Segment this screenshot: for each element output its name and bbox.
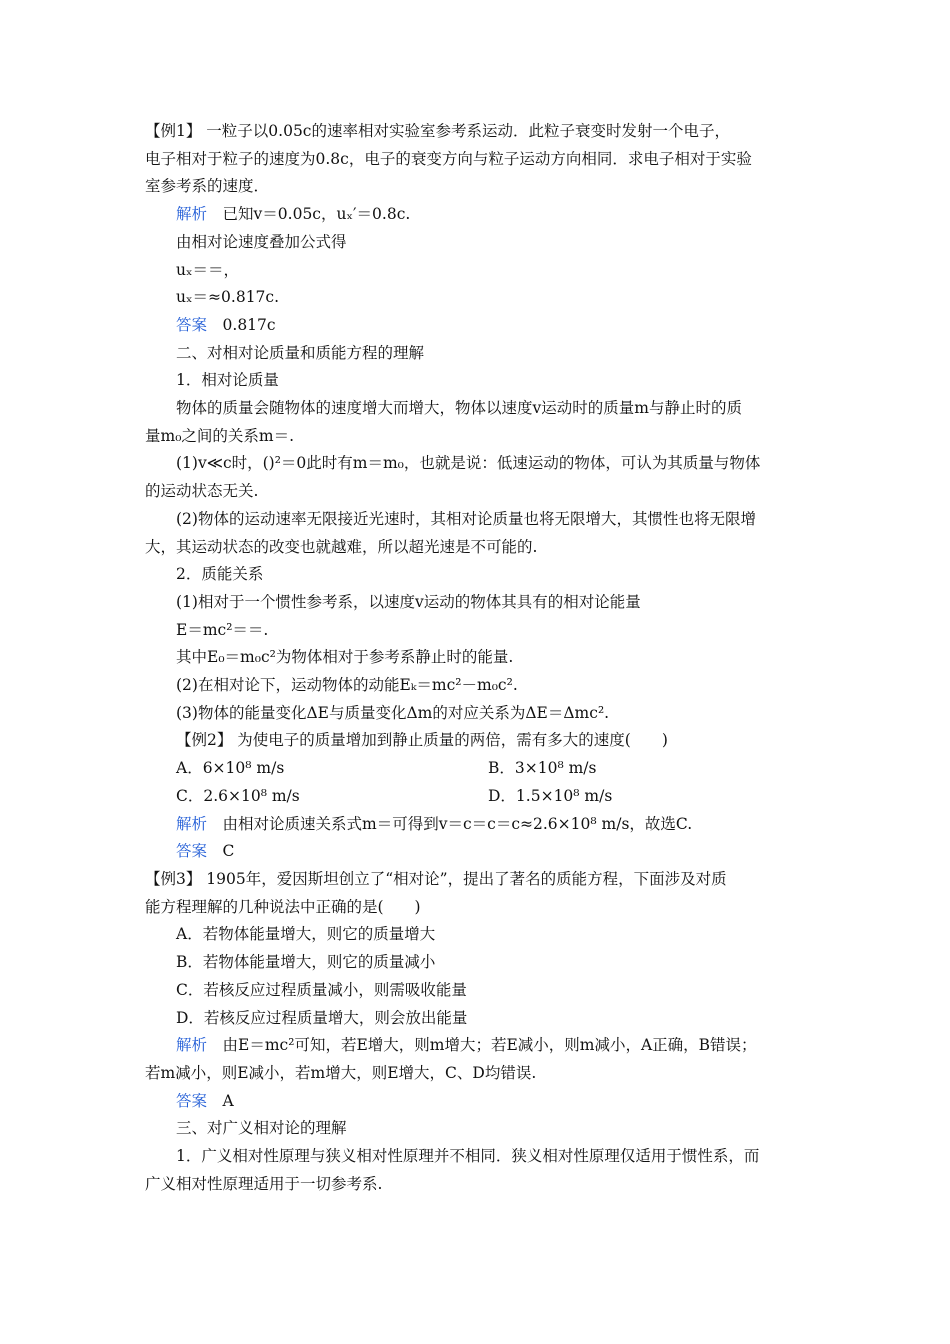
line-text: 0.817c (222, 315, 276, 334)
line-text: (1)v≪c时，()²＝0此时有m＝m₀，也就是说：低速运动的物体，可认为其质量与物体 (176, 454, 761, 473)
line-text: 1．广义相对性原理与狭义相对性原理并不相同．狭义相对性原理仅适用于惯性系，而 (176, 1147, 760, 1166)
line-text: 量m₀之间的关系m＝. (145, 426, 295, 445)
section-label: 答案 (176, 315, 208, 334)
line-text: 物体的质量会随物体的速度增大而增大，物体以速度v运动时的质量m与静止时的质 (176, 399, 742, 418)
option: B．3×10⁸ m/s (488, 759, 597, 778)
text-line (145, 118, 807, 146)
line-text: 广义相对性原理适用于一切参考系. (145, 1174, 383, 1193)
section-label: 解析 (176, 205, 208, 224)
text-line (145, 672, 807, 700)
text-line (145, 1143, 807, 1171)
line-text: 由相对论速度叠加公式得 (176, 232, 347, 251)
line-text: uₓ＝＝， (176, 260, 240, 279)
text-line (145, 921, 807, 949)
text-line (145, 340, 807, 368)
option-row (145, 783, 807, 811)
text-line (145, 1115, 807, 1143)
line-text: 【例2】 为使电子的质量增加到静止质量的两倍，需有多大的速度( ) (176, 731, 668, 750)
line-text: 【例1】 一粒子以0.05c的速率相对实验室参考系运动．此粒子衰变时发射一个电子， (145, 122, 730, 140)
line-text: (1)相对于一个惯性参考系，以速度v运动的物体其具有的相对论能量 (176, 592, 641, 611)
text-line (145, 1060, 807, 1088)
line-text: 其中E₀＝m₀c²为物体相对于参考系静止时的能量. (176, 648, 514, 667)
line-text: 由相对论质速关系式m＝可得到v＝c＝c＝c≈2.6×10⁸ m/s，故选C. (222, 814, 693, 833)
option: D．1.5×10⁸ m/s (488, 786, 613, 805)
option: A．6×10⁸ m/s (176, 759, 285, 778)
text-line (145, 811, 807, 839)
line-text: C (222, 842, 235, 861)
line-text: (2)物体的运动速率无限接近光速时，其相对论质量也将无限增大，其惯性也将无限增 (176, 509, 756, 528)
document-content (145, 118, 807, 1198)
text-line (145, 478, 807, 506)
section-label: 答案 (176, 1091, 208, 1110)
text-line (145, 534, 807, 562)
line-text: 2．质能关系 (176, 565, 264, 584)
line-text: (2)在相对论下，运动物体的动能Eₖ＝mc²－m₀c². (176, 676, 518, 695)
line-text: 由E＝mc²可知，若E增大，则m增大；若E减小，则m减小，A正确，B错误； (222, 1036, 757, 1055)
text-line (145, 395, 807, 423)
text-line (145, 146, 807, 174)
text-line (145, 312, 807, 340)
line-text: 若m减小，则E减小，若m增大，则E增大，C、D均错误. (145, 1063, 537, 1082)
line-text: D．若核反应过程质量增大，则会放出能量 (176, 1008, 468, 1027)
line-text: uₓ＝≈0.817c. (176, 288, 280, 307)
line-text: 二、对相对论质量和质能方程的理解 (176, 343, 425, 362)
text-line (145, 866, 807, 894)
option-row (145, 755, 807, 783)
text-line (145, 838, 807, 866)
text-line (145, 1171, 807, 1199)
line-text: 能方程理解的几种说法中正确的是( ) (145, 897, 421, 916)
text-line (145, 367, 807, 395)
line-text: 三、对广义相对论的理解 (176, 1119, 347, 1138)
line-text: 大，其运动状态的改变也就越难，所以超光速是不可能的. (145, 537, 538, 556)
text-line (145, 229, 807, 257)
line-text: 1．相对论质量 (176, 371, 279, 390)
section-label: 答案 (176, 842, 208, 861)
text-line (145, 561, 807, 589)
text-line (145, 506, 807, 534)
option: C．2.6×10⁸ m/s (176, 786, 300, 805)
line-text: 的运动状态无关. (145, 482, 259, 501)
text-line (145, 450, 807, 478)
line-text: 电子相对于粒子的速度为0.8c，电子的衰变方向与粒子运动方向相同．求电子相对于实验 (145, 149, 752, 168)
line-text: 【例3】 1905年，爱因斯坦创立了“相对论”，提出了著名的质能方程，下面涉及对质 (145, 869, 727, 888)
text-line (145, 423, 807, 451)
line-text: 已知v＝0.05c，uₓ′＝0.8c. (222, 205, 411, 224)
text-line (145, 589, 807, 617)
text-line (145, 284, 807, 312)
text-line (145, 173, 807, 201)
text-line (145, 1088, 807, 1116)
line-text: A (222, 1091, 234, 1110)
text-line (145, 1032, 807, 1060)
line-text: A．若物体能量增大，则它的质量增大 (176, 925, 436, 944)
text-line (145, 977, 807, 1005)
line-text: (3)物体的能量变化ΔE与质量变化Δm的对应关系为ΔE＝Δmc². (176, 703, 610, 722)
text-line (145, 894, 807, 922)
line-text: B．若物体能量增大，则它的质量减小 (176, 953, 436, 972)
line-text: E＝mc²＝＝. (176, 620, 269, 639)
section-label: 解析 (176, 814, 208, 833)
text-line (145, 201, 807, 229)
text-line (145, 1005, 807, 1033)
text-line (145, 257, 807, 285)
section-label: 解析 (176, 1036, 208, 1055)
line-text: 室参考系的速度． (145, 177, 270, 196)
text-line (145, 727, 807, 755)
text-line (145, 949, 807, 977)
line-text: C．若核反应过程质量减小，则需吸收能量 (176, 980, 467, 999)
text-line (145, 644, 807, 672)
text-line (145, 617, 807, 645)
text-line (145, 700, 807, 728)
